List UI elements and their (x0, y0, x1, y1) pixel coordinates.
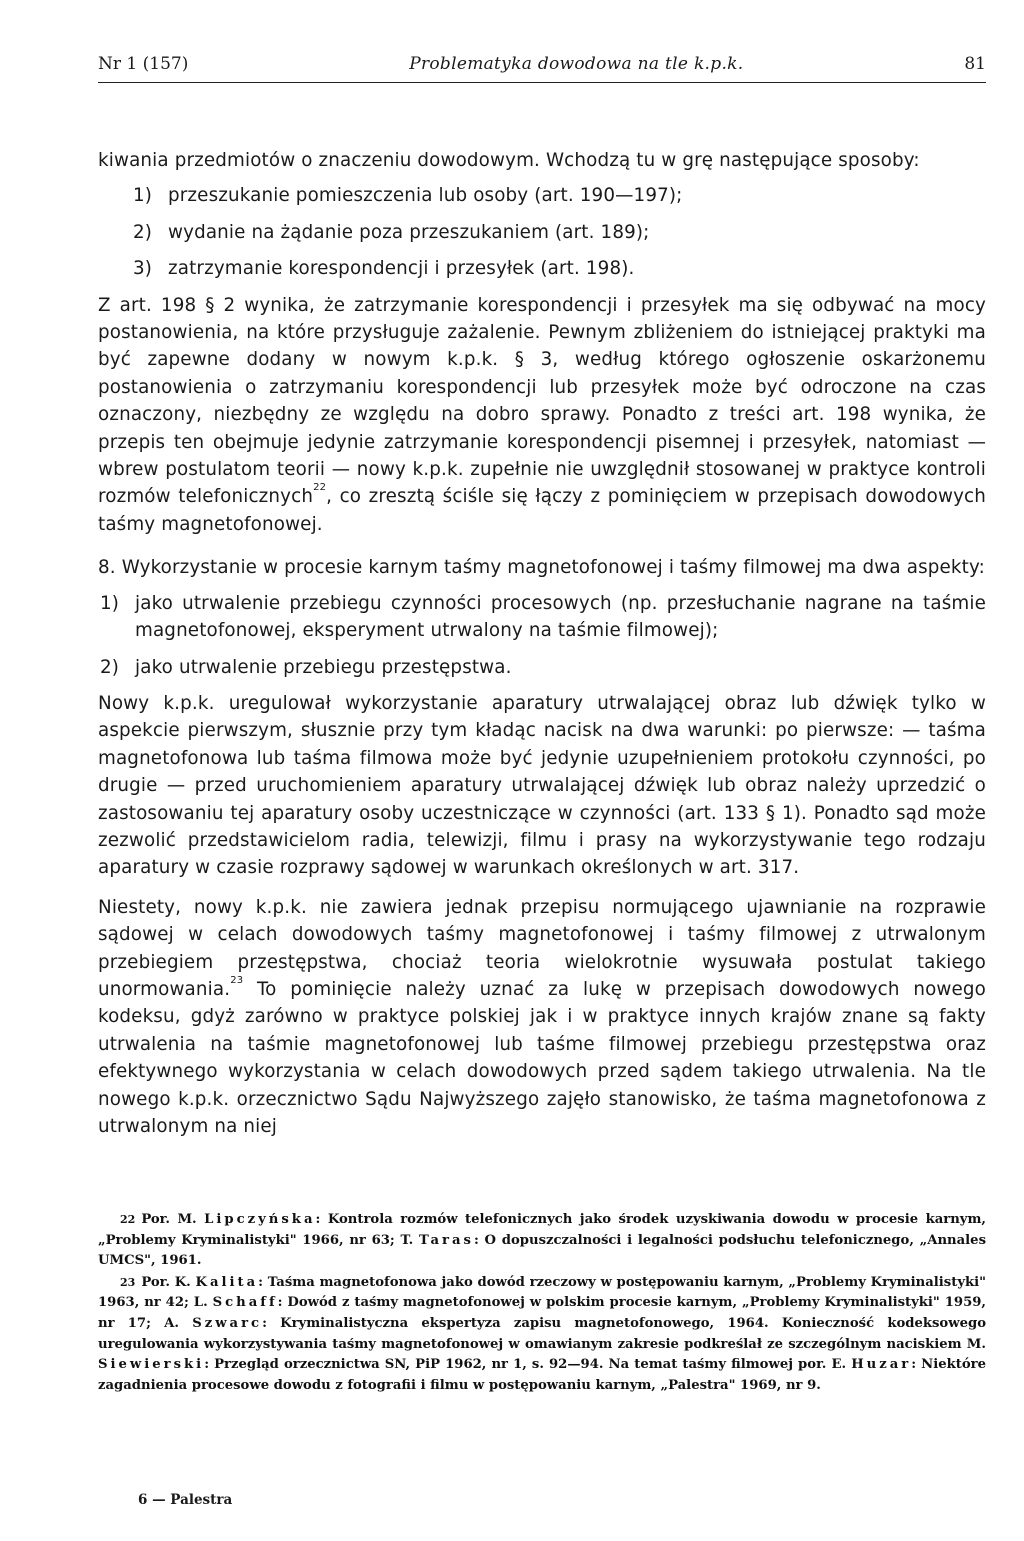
list-item-number: 1) (133, 185, 153, 207)
list-item (98, 219, 986, 246)
list-item-text: jako utrwalenie przebiegu czynności procesowych (np. przesłuchanie nagrane na taśmie magnetofonowej, eksperyment utrwalony na taśmie filmowej); (135, 592, 986, 642)
signature-footer: 6 — Palestra (138, 1492, 233, 1508)
author-name: Huzar (851, 1357, 912, 1373)
footnote-text: : Taśma magnetofonowa jako dowód rzeczowy w postępowaniu karnym, „Problemy Kryminalistyki" 1963, nr 42; L. (98, 1274, 986, 1311)
issue-number: Nr 1 (157) (98, 54, 189, 74)
paragraph-unfortunately (98, 894, 986, 1141)
paragraph-text: Z art. 198 § 2 wynika, że zatrzymanie korespondencji i przesyłek ma się odbywać na mocy postanowienia, na które przysługuje zażalenie. Pewnym zbliżeniem do istniejącej praktyki ma być zapewne dodany w nowym k.p.k. § 3, według którego ogłoszenie oskarżonemu postanowienia o zatrzymaniu korespondencji lub przesyłek może być odroczone na czas oznaczony, niezbędny ze względu na dobro sprawy. Ponadto z treści art. 198 wynika, że przepis ten obejmuje jedynie zatrzymanie korespondencji pisemnej i przesyłek, natomiast — wbrew postulatom teorii — nowy k.p.k. zupełnie nie uwzględnił stosowanej w praktyce kontroli rozmów telefonicznych (98, 294, 986, 508)
section-8-paragraph: 8. Wykorzystanie w procesie karnym taśmy magnetofonowej i taśmy filmowej ma dwa aspekty: (98, 557, 985, 579)
paragraph-new-kpk: Nowy k.p.k. uregulował wykorzystanie aparatury utrwalającej obraz lub dźwięk tylko w aspekcie pierwszym, słusznie przy tym kładąc nacisk na dwa warunki: po pierwsze: — taśma magnetofonowa lub taśma filmowa może być jedynie uzupełnieniem protokołu czynności, po drugie — przed uruchomieniem aparatury utrwalającej dźwięk lub obraz należy uprzedzić o zastosowaniu tej aparatury osoby uczestniczące w czynności (art. 133 § 1). Ponadto sąd może zezwolić przedstawicielom radia, telewizji, filmu i prasy na wykorzystywanie tego rodzaju aparatury w czasie rozprawy sądowej w warunkach określonych w art. 317. (98, 692, 986, 879)
footnote-23 (98, 1273, 986, 1397)
list-item-number: 2) (133, 221, 153, 243)
footnote-text: : O dopuszczalności i legalności podsłuchu telefonicznego, „Annales UMCS", 1961. (98, 1232, 987, 1269)
author-name: Taras (418, 1232, 474, 1248)
paragraph-text: Niestety, nowy k.p.k. nie zawiera jednak przepisu normującego ujawnianie na rozprawie sądowej w celach dowodowych taśmy magnetofonowej i taśmy filmowej z utrwalonym przebiegiem przestępstwa, chociaż teoria wielokrotnie wysuwała postulat takiego unormowania. (98, 896, 986, 1000)
footnote-text: Por. M. (141, 1212, 205, 1227)
footnote-text: : Przegląd orzecznictwa SN, PiP 1962, nr 1, s. 92—94. Na temat taśmy filmowej por. E. (204, 1357, 852, 1373)
footnote-ref-23: 23 (230, 974, 244, 986)
footnote-text: Por. K. (141, 1274, 196, 1290)
paragraph-art-198 (98, 292, 986, 539)
list-item-number: 2) (100, 656, 120, 678)
page-content (98, 54, 986, 1140)
list-item (98, 654, 986, 681)
footnote-text: : Kryminalistyczna ekspertyza zapisu magnetofonowego, 1964. Konieczność kodeksowego uregulowania wykorzystywania taśmy magnetofonowej w omawianym zakresie podkreślał ze szczególnym naciskiem M. (98, 1315, 986, 1352)
list-item (98, 255, 986, 282)
aspects-list (98, 590, 986, 681)
footnote-text: : Kontrola rozmów telefonicznych jako środek uzyskiwania dowodu w procesie karnym, „Problemy Kryminalistyki" 1966, nr 63; T. (98, 1212, 987, 1248)
footnote-number: 23 (120, 1275, 136, 1289)
running-title: Problematyka dowodowa na tle k.p.k. (409, 54, 744, 74)
list-item-text: przeszukanie pomieszczenia lub osoby (art. 190—197); (168, 185, 683, 207)
author-name: Siewierski (98, 1357, 205, 1373)
intro-paragraph: kiwania przedmiotów o znaczeniu dowodowym. Wchodzą tu w grę następujące sposoby: (98, 150, 920, 171)
list-item-number: 1) (100, 592, 120, 614)
list-item-text: jako utrwalenie przebiegu przestępstwa. (135, 656, 512, 678)
page-number: 81 (964, 54, 986, 74)
footnote-22 (98, 1210, 986, 1272)
paragraph-text: , co zresztą ściśle się łączy z pominięciem w przepisach dowodowych taśmy magnetofonowej. (98, 486, 986, 535)
list-item (98, 590, 986, 645)
author-name: Lipczyńska (204, 1212, 316, 1227)
paragraph-text: To pominięcie należy uznać za lukę w przepisach dowodowych nowego kodeksu, gdyż zarówno w praktyce polskiej jak i w praktyce innych krajów znane są fakty utrwalenia na taśmie magnetofonowej lub taśme filmowej przebiegu przestępstwa oraz efektywnego wykorzystania w celach dowodowych przed sądem takiego utrwalenia. Na tle nowego k.p.k. orzecznictwo Sądu Najwyższego zajęło stanowisko, że taśma magnetofonowa z utrwalonym na niej (98, 978, 986, 1137)
list-item-text: wydanie na żądanie poza przeszukaniem (art. 189); (168, 221, 650, 243)
running-header (98, 54, 986, 83)
list-item-text: zatrzymanie korespondencji i przesyłek (art. 198). (168, 258, 635, 280)
list-item (98, 182, 986, 209)
footnote-text: : Niektóre zagadnienia procesowe dowodu z fotografii i filmu w postępowaniu karnym, „Palestra" 1969, nr 9. (98, 1357, 986, 1393)
list-item-number: 3) (133, 258, 153, 280)
footnote-number: 22 (120, 1213, 136, 1226)
author-name: Szwarc (192, 1315, 263, 1331)
author-name: Kalita (195, 1274, 259, 1290)
main-text (98, 147, 986, 1140)
footnote-text: : Dowód z taśmy magnetofonowej w polskim procesie karnym, „Problemy Kryminalistyki" 1959, nr 17; A. (98, 1295, 987, 1331)
seizure-methods-list (98, 182, 986, 282)
footnotes (98, 1210, 986, 1397)
author-name: Schaff (212, 1295, 278, 1311)
footnote-ref-22: 22 (313, 482, 327, 494)
